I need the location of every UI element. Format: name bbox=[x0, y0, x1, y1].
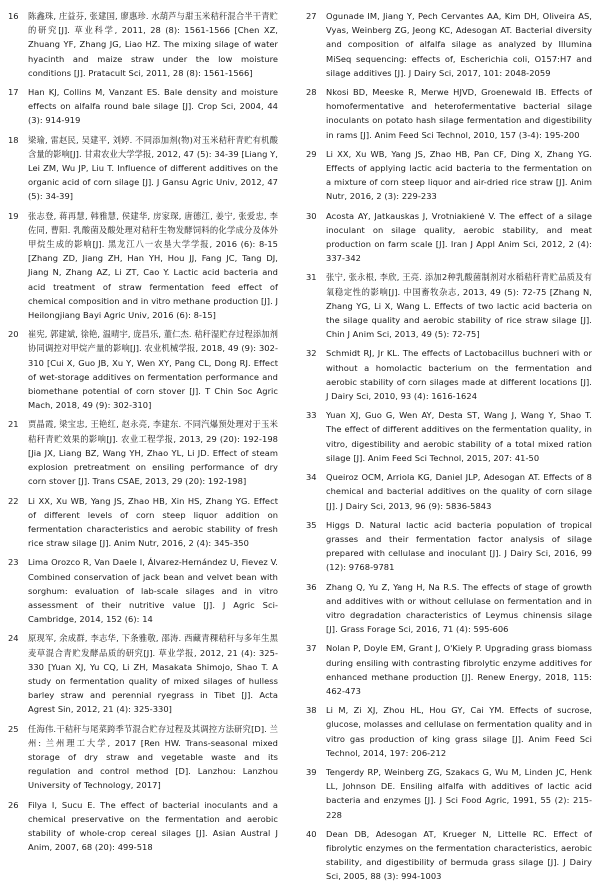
reference-text: Lima Orozco R, Van Daele I, Álvarez-Hernández U, Fievez V. Combined conservation of jack bean and velvet bean with sorghum: evaluation of lab-scale silages and in vitro assessment of their nutritive value [J]. J Agric Sci-Cambridge, 2014, 152 (6): 14 bbox=[28, 557, 278, 625]
reference-text: Li XX, Xu WB, Yang JS, Zhao HB, Pan CF, Ding X, Zhang YG. Effects of applying lactic acid bacteria to the fermentation on a mixture of corn steep liquor and air-dried rice straw [J]. Anim Nutr, 2016, 2 (3): 229-233 bbox=[326, 148, 592, 202]
reference-entry bbox=[8, 209, 278, 323]
reference-number: 19 bbox=[8, 210, 19, 221]
reference-number: 27 bbox=[306, 11, 317, 21]
reference-number: 35 bbox=[306, 519, 317, 530]
reference-entry bbox=[306, 408, 592, 465]
reference-number: 39 bbox=[306, 766, 317, 777]
reference-entry bbox=[306, 703, 592, 760]
reference-number: 33 bbox=[306, 410, 317, 421]
reference-entry bbox=[8, 722, 278, 793]
reference-entry bbox=[306, 9, 592, 80]
reference-entry bbox=[306, 346, 592, 403]
reference-number: 23 bbox=[8, 557, 19, 568]
reference-number: 24 bbox=[8, 633, 19, 644]
reference-entry bbox=[306, 641, 592, 698]
reference-number: 36 bbox=[306, 581, 317, 592]
reference-text: Higgs D. Natural lactic acid bacteria population of tropical grasses and their fermentation factor analysis of silage prepared with cellulase and inoculant [J]. J Dairy Sci, 2016, 99 (12): 9768-9781 bbox=[326, 519, 592, 573]
reference-text: 梁瑜, 雷赵民, 吴建平, 刘婷. 不同添加剂(物)对玉米秸秆青贮有机酸含量的影响[J]. 甘肃农业大学学报, 2012, 47 (5): 34-39 [Liang Y, Lei ZM, Wu JP, Liu T. Influence of different additives on the organic acid of corn silage [J]. J Gansu Agric Univ, 2012, 47 (5): 34-39] bbox=[28, 134, 278, 202]
reference-entry bbox=[306, 765, 592, 822]
reference-text: Li M, Zi XJ, Zhou HL, Hou GY, Cai YM. Effects of sucrose, glucose, molasses and cellulase on fermentation quality and in vitro gas production of king grass silage [J]. Anim Feed Sci Technol, 2014, 197: 206-212 bbox=[326, 705, 592, 758]
reference-number: 28 bbox=[306, 87, 317, 98]
reference-text: Nkosi BD, Meeske R, Merwe HJVD, Groenewald IB. Effects of homofermentative and heterofermentative bacterial silage inoculants on potato hash silage fermentation and digestibility in rams [J]. Anim Feed Sci Technol, 2010, 157 (3-4): 195-200 bbox=[326, 87, 592, 140]
reference-number: 38 bbox=[306, 705, 317, 716]
reference-entry bbox=[8, 494, 278, 551]
reference-text: 陈鑫珠, 庄益芬, 张建国, 廖惠珍. 水葫芦与甜玉米秸秆混合半干青贮的研究[J]. 草业科学, 2011, 28 (8): 1561-1566 [Chen XZ, Zhuang YF, Zhang JG, Liao HZ. The mixing silage of water hyacinth and maize straw under the low moisture conditions [J]. Pratacult Sci, 2011, 28 (8): 1561-1566] bbox=[28, 11, 278, 78]
reference-entry bbox=[8, 417, 278, 488]
reference-number: 17 bbox=[8, 87, 19, 98]
reference-text: Schmidt RJ, Jr KL. The effects of Lactobacillus buchneri with or without a homolactic bacterium on the fermentation and aerobic stability of corn silages made at different locations [J]. J Dairy Sci, 2010, 93 (4): 1616-1624 bbox=[326, 348, 592, 402]
reference-entry bbox=[8, 798, 278, 855]
reference-text: Zhang Q, Yu Z, Yang H, Na R.S. The effects of stage of growth and additives with or without cellulase on fermentation and in vitro degradation characteristics of Leymus chinensis silage [J]. Grass Forage Sci, 2016, 71 (4): 595-606 bbox=[326, 581, 592, 635]
reference-number: 20 bbox=[8, 329, 19, 340]
reference-entry bbox=[306, 470, 592, 513]
reference-entry bbox=[306, 827, 592, 884]
reference-number: 34 bbox=[306, 472, 317, 483]
reference-entry bbox=[306, 270, 592, 341]
reference-column-right bbox=[306, 9, 592, 889]
reference-number: 37 bbox=[306, 643, 317, 654]
reference-text: 崔宪, 郭建斌, 徐艳, 温晴宇, 庞昌乐, 董仁杰. 秸秆湿贮存过程添加剂协同调控对甲烷产量的影响[J]. 农业机械学报, 2018, 49 (9): 302-310 [Cui X, Guo JB, Xu Y, Wen XY, Pang CL, Dong RJ. Effect of wet-storage additives on fermentation performance and biomethane potential of corn stover [J]. T Chin Soc Agric Mach, 2018, 49 (9): 302-310] bbox=[28, 329, 278, 411]
reference-number: 22 bbox=[8, 495, 19, 506]
reference-text: Dean DB, Adesogan AT, Krueger N, Littelle RC. Effect of fibrolytic enzymes on the fermentation characteristics, aerobic stability, and digestibility of bermuda grass silage [J]. J Dairy Sci, 2005, 88 (3): 994-1003 bbox=[326, 828, 592, 882]
reference-text: 原现军, 余成群, 李志华, 下条雅敬, 邵涛. 西藏青稞秸秆与多年生黑麦草混合青贮发酵品质的研究[J]. 草业学报, 2012, 21 (4): 325-330 [Yuan XJ, Yu CQ, Li ZH, Masakata Shimojo, Shao T. A study on fermentation quality of mixed silages of hulless barley straw and perennial ryegrass in Tibet [J]. Acta Agrest Sin, 2012, 21 (4): 325-330] bbox=[28, 633, 278, 715]
reference-number: 31 bbox=[306, 272, 317, 283]
reference-number: 25 bbox=[8, 723, 19, 734]
reference-entry bbox=[306, 580, 592, 637]
reference-text: 张宁, 张永根, 李欣, 王亮. 添加2种乳酸菌制剂对水稻秸秆青贮品质及有氧稳定性的影响[J]. 中国畜牧杂志, 2013, 49 (5): 72-75 [Zhang N, Zhang YG, Li X, Wang L. Effects of two lactic acid bacteria on the silage quality and aerobic stability of rice straw silage [J]. Chin J Anim Sci, 2013, 49 (5): 72-75] bbox=[326, 272, 592, 340]
reference-text: 张志登, 蒋再慧, 韩雅慧, 侯建华, 房家琛, 唐德江, 姜宁, 张爱忠, 李佐同, 曹阳. 乳酸菌及酸处理对秸秆生物发酵饲料的化学成分及体外甲烷生成的影响[J]. 黑龙江八一农垦大学学报, 2016 (6): 8-15 [Zhang ZD, Jiang ZH, Han YH, Hou JJ, Fang JC, Tang DJ, Jiang N, Zhang AZ, Li ZT, Cao Y. Lactic acid bacteria and acid treatment of straw fermentation feed effect of chemical composition and in vitro methane production [J]. J Heilongjiang Bayi Agric Univ, 2016 (6): 8-15] bbox=[28, 210, 278, 321]
reference-number: 40 bbox=[306, 828, 317, 839]
reference-text: Han KJ, Collins M, Vanzant ES. Bale density and moisture effects on alfalfa round bale silage [J]. Crop Sci, 2004, 44 (3): 914-919 bbox=[28, 87, 278, 126]
reference-entry bbox=[8, 555, 278, 626]
reference-number: 26 bbox=[8, 799, 19, 810]
reference-text: Queiroz OCM, Arriola KG, Daniel JLP, Adesogan AT. Effects of 8 chemical and bacterial additives on the quality of corn silage [J]. J Dairy Sci, 2013, 96 (9): 5836-5843 bbox=[326, 472, 592, 511]
reference-number: 30 bbox=[306, 210, 317, 221]
reference-text: Li XX, Xu WB, Yang JS, Zhao HB, Xin HS, Zhang YG. Effect of different levels of corn steep liquor addition on fermentation characteristics and aerobic stability of fresh rice straw silage [J]. Anim Nutr, 2016, 2 (4): 345-350 bbox=[28, 495, 278, 549]
reference-text: Yuan XJ, Guo G, Wen AY, Desta ST, Wang J, Wang Y, Shao T. The effect of different additives on the fermentation quality, in vitro, digestibility and aerobic stability of a total mixed ration silage [J]. Anim Feed Sci Technol, 2015, 207: 41-50 bbox=[326, 410, 592, 463]
reference-number: 29 bbox=[306, 148, 317, 159]
reference-text: Filya I, Sucu E. The effect of bacterial inoculants and a chemical preservative on the fermentation and aerobic stability of whole-crop cereal silages [J]. Asian Austral J Anim, 2007, 68 (20): 499-518 bbox=[28, 799, 278, 853]
reference-number: 16 bbox=[8, 11, 19, 21]
reference-number: 18 bbox=[8, 134, 19, 145]
reference-column-left bbox=[8, 9, 278, 859]
reference-entry bbox=[8, 133, 278, 204]
reference-entry bbox=[8, 9, 278, 80]
reference-entry bbox=[306, 147, 592, 204]
reference-entry bbox=[306, 518, 592, 575]
reference-text: 任海伟.干秸秆与尾菜跨季节混合贮存过程及其调控方法研究[D]. 兰州: 兰州理工大学, 2017 [Ren HW. Trans-seasonal mixed storage of dry straw and vegetable waste and its regulation and control method [D]. Lanzhou: Lanzhou University of Technology, 2017] bbox=[28, 723, 278, 791]
reference-entry bbox=[306, 209, 592, 266]
reference-text: 贾晶霞, 梁宝忠, 王艳红, 赵永亮, 李建东. 不同汽爆预处理对于玉米秸秆青贮效果的影响[J]. 农业工程学报, 2013, 29 (20): 192-198 [Jia JX, Liang BZ, Wang YH, Zhao YL, Li JD. Effect of steam explosion pretreatment on ensiling performance of dry corn stover [J]. Trans CSAE, 2013, 29 (20): 192-198] bbox=[28, 419, 278, 487]
reference-entry bbox=[8, 85, 278, 128]
reference-number: 32 bbox=[306, 348, 317, 359]
reference-entry bbox=[8, 631, 278, 716]
reference-entry bbox=[306, 85, 592, 142]
reference-entry bbox=[8, 327, 278, 412]
reference-text: Ogunade IM, Jiang Y, Pech Cervantes AA, Kim DH, Oliveira AS, Vyas, Weinberg ZG, Jeong KC, Adesogan AT. Bacterial diversity and composition of alfalfa silage as analyzed by Illumina MiSeq sequencing: effects of, Escherichia coli, O157:H7 and silage additives [J]. J Dairy Sci, 2017, 101: 2048-2059 bbox=[326, 11, 592, 78]
reference-text: Tengerdy RP, Weinberg ZG, Szakacs G, Wu M, Linden JC, Henk LL, Johnson DE. Ensiling alfalfa with additives of lactic acid bacteria and enzymes [J]. J Sci Food Agric, 1991, 55 (2): 215-228 bbox=[326, 766, 592, 820]
reference-text: Acosta AY, Jatkauskas J, Vrotniakienė V. The effect of a silage inoculant on silage quality, aerobic stability, and meat production on farm scale [J]. Iran J Appl Anim Sci, 2012, 2 (4): 337-342 bbox=[326, 210, 592, 264]
reference-number: 21 bbox=[8, 419, 19, 430]
reference-text: Nolan P, Doyle EM, Grant J, O'Kiely P. Upgrading grass biomass during ensiling with contrasting fibrolytic enzyme additives for enhanced methane production [J]. Renew Energy, 2018, 115: 462-473 bbox=[326, 643, 592, 696]
